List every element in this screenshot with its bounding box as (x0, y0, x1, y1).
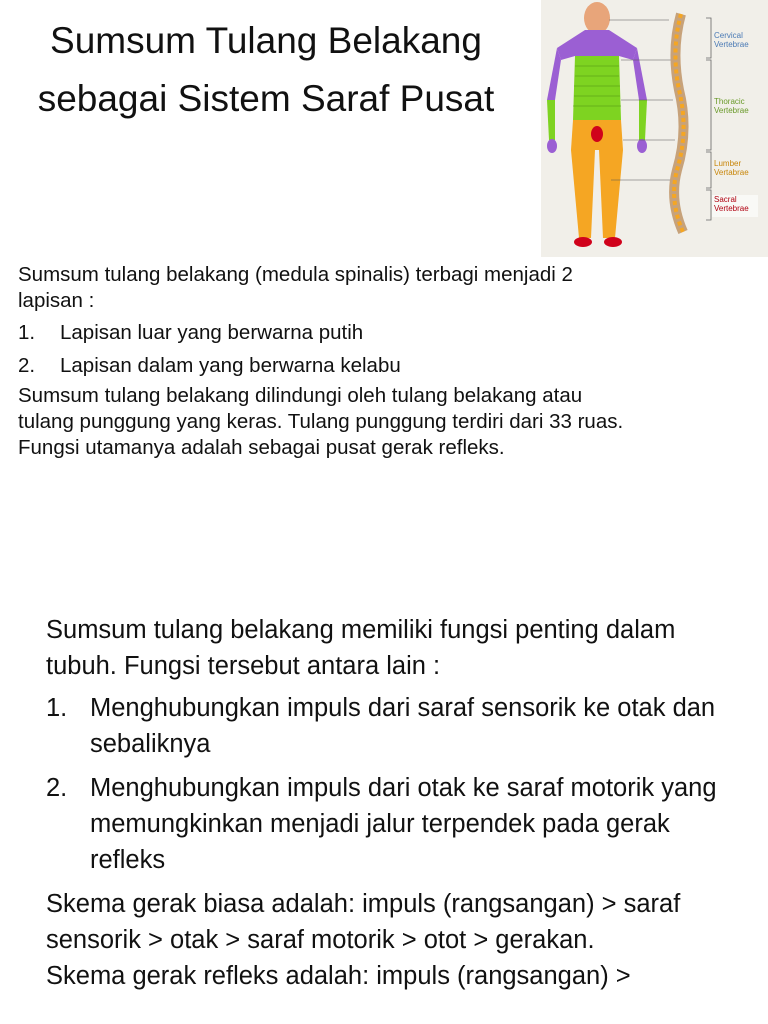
functions-list (46, 690, 726, 878)
human-body-figure (547, 2, 647, 247)
list-text: Menghubungkan impuls dari saraf sensorik ke otak dan sebaliknya (90, 694, 716, 758)
vertebrae-labels (712, 31, 758, 217)
layers-list (18, 319, 628, 380)
right-foot (604, 237, 622, 247)
vertebrae-brackets (706, 18, 711, 220)
right-hand (637, 139, 647, 153)
list-number: 2. (18, 354, 36, 377)
list-text: Lapisan dalam yang berwarna kelabu (60, 354, 401, 377)
section-functions (46, 612, 726, 994)
list-item (46, 690, 726, 762)
thoracic-bracket (706, 60, 711, 150)
functions-intro: Sumsum tulang belakang memiliki fungsi penting dalam tubuh. Fungsi tersebut antara lain : (46, 616, 676, 680)
right-forearm (639, 100, 647, 140)
lumbar-bracket (706, 152, 711, 188)
title-line-1: Sumsum Tulang Belakang (50, 20, 482, 61)
list-number: 2. (46, 774, 68, 802)
head-shape (584, 2, 610, 34)
list-item (18, 352, 628, 380)
sacral-label: Sacral Vertebrae (714, 195, 749, 213)
normal-movement-scheme: Skema gerak biasa adalah: impuls (rangsangan) > saraf sensorik > otak > saraf motorik > otot > gerakan. (46, 890, 681, 954)
left-leg (571, 150, 595, 238)
thoracic-zone (573, 56, 621, 120)
title-line-2: sebagai Sistem Saraf Pusat (37, 78, 495, 119)
slide-title (6, 12, 526, 128)
reflex-movement-scheme: Skema gerak refleks adalah: impuls (rangsangan) > (46, 962, 631, 990)
list-number: 1. (46, 694, 68, 722)
spine-outline (674, 14, 683, 232)
left-forearm (547, 100, 555, 140)
list-text: Lapisan luar yang berwarna putih (60, 321, 364, 344)
list-text: Menghubungkan impuls dari otak ke saraf motorik yang memungkinkan menjadi jalur terpendek pada gerak refleks (90, 774, 717, 874)
lumbar-label: Lumber Vertabrae (714, 159, 749, 177)
sacral-bracket (706, 190, 711, 220)
left-arm-upper (547, 48, 561, 100)
thoracic-label: Thoracic Vertebrae (714, 97, 749, 115)
list-number: 1. (18, 321, 36, 344)
list-item (46, 770, 726, 878)
spinal-column (674, 14, 683, 232)
left-hand (547, 139, 557, 153)
protection-paragraph: Sumsum tulang belakang dilindungi oleh tulang belakang atau tulang punggung yang keras. Tulang punggung terdiri dari 33 ruas. Fungsi utamanya adalah sebagai pusat gerak refleks. (18, 384, 624, 459)
left-foot (574, 237, 592, 247)
right-leg (599, 150, 623, 238)
layers-intro: Sumsum tulang belakang (medula spinalis) terbagi menjadi 2 lapisan : (18, 263, 573, 312)
dermatome-spine-illustration (541, 0, 768, 257)
dermatome-svg (541, 0, 768, 257)
cervical-label: Cervical Vertebrae (714, 31, 749, 49)
sacral-center (591, 126, 603, 142)
right-arm-upper (633, 48, 647, 100)
cervical-bracket (706, 18, 711, 58)
list-item (18, 319, 628, 347)
section-layers (18, 262, 628, 461)
